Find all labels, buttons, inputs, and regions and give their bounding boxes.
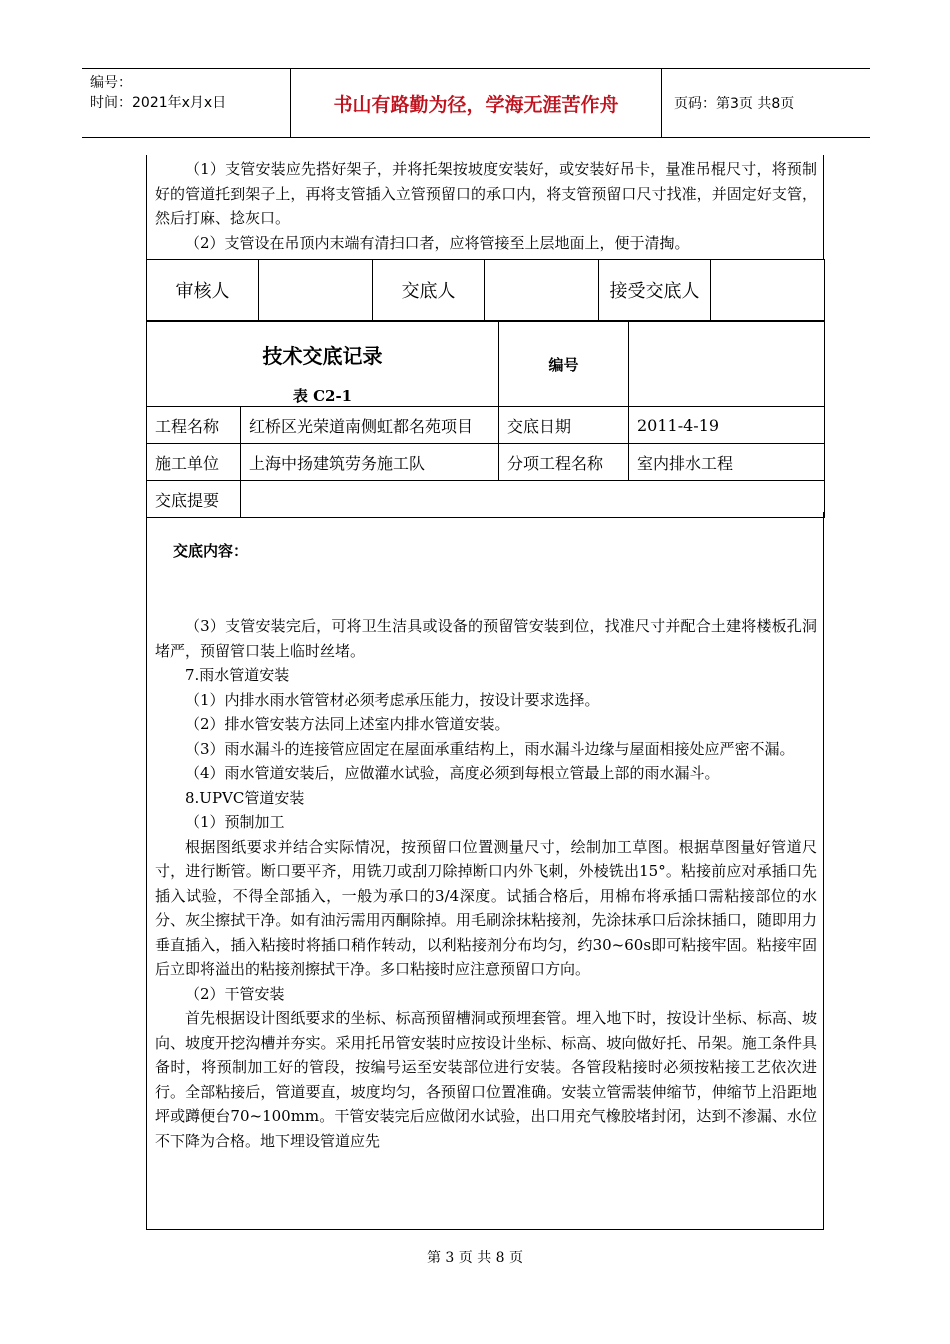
header-time-label: 时间：2021年x月x日 [90, 95, 227, 111]
reviewer-value [259, 260, 373, 321]
content-label: 交底内容： [173, 542, 249, 560]
content-paragraph: 根据图纸要求并结合实际情况，按预留口位置测量尺寸，绘制加工草图。根据草图量好管道尺寸，进行断管。断口要平齐，用铣刀或刮刀除掉断口内外飞刺，外棱铣出15°。粘接前应对承插口先插入试验，不得全部插入，一般为承口的3/4深度。试插合格后，用棉布将承插口需粘接部位的水分、灰尘擦拭干净。如有油污需用丙酮除掉。用毛刷涂抹粘接剂，先涂抹承口后涂抹插口，随即用力垂直插入，插入粘接时将插口稍作转动，以利粘接剂分布均匀，约30~60s即可粘接牢固。粘接牢固后立即将溢出的粘接剂擦拭干净。多口粘接时应注意预留口方向。 [155, 837, 817, 978]
header-slogan: 书山有路勤为径，学海无涯苦作舟 [290, 69, 662, 137]
content-paragraph: （3）雨水漏斗的连接管应固定在屋面承重结构上，雨水漏斗边缘与屋面相接处应严密不漏。 [185, 739, 795, 758]
subproject-value: 室内排水工程 [629, 444, 825, 481]
page-footer: 第 3 页 共 8 页 [426, 1250, 524, 1266]
project-name-value: 红桥区光荣道南侧虹都名苑项目 [241, 407, 499, 444]
contractor-label: 施工单位 [147, 444, 241, 481]
date-value: 2011-4-19 [629, 407, 825, 444]
contractor-value: 上海中扬建筑劳务施工队 [241, 444, 499, 481]
header-page-info: 页码：第3页 共8页 [674, 96, 795, 112]
receiver-value [711, 260, 825, 321]
content-subheading: （1）预制加工 [185, 813, 285, 831]
content-body [155, 614, 817, 1153]
subproject-label: 分项工程名称 [499, 444, 629, 481]
content-block [146, 512, 824, 1230]
discloser-value [485, 260, 599, 321]
header-number-label: 编号： [90, 75, 132, 91]
top-text-block [146, 155, 824, 259]
page-header [82, 68, 870, 138]
content-paragraph: （1）内排水雨水管管材必须考虑承压能力，按设计要求选择。 [185, 690, 600, 709]
content-paragraph: 首先根据设计图纸要求的坐标、标高预留槽洞或预埋套管。埋入地下时，按设计坐标、标高、坡向、坡度开挖沟槽并夯实。采用托吊管安装时应按设计坐标、标高、坡向做好托、吊架。施工条件具备时，将预制加工好的管段，按编号运至安装部位进行安装。各管段粘接时必须按粘接工艺依次进行。全部粘接后，管道要直，坡度均匀，各预留口位置准确。安装立管需装伸缩节，伸缩节上沿距地坪或蹲便台70~100mm。干管安装完后应做闭水试验，出口用充气橡胶堵封闭，达到不渗漏、水位不下降为合格。地下埋设管道应先 [155, 1009, 817, 1150]
summary-label: 交底提要 [147, 481, 241, 518]
record-title: 技术交底记录 [262, 344, 383, 368]
record-number-label: 编号 [499, 322, 629, 407]
project-name-label: 工程名称 [147, 407, 241, 444]
receiver-label: 接受交底人 [599, 260, 711, 321]
record-title-cell [147, 322, 499, 407]
reviewer-label: 审核人 [147, 260, 259, 321]
top-paragraph-2: （2）支管设在吊顶内末端有清扫口者，应将管接至上层地面上，便于清掏。 [185, 233, 690, 252]
content-subheading: （2）干管安装 [185, 984, 285, 1003]
record-number-value [629, 322, 825, 407]
content-paragraph: （2）排水管安装方法同上述室内排水管道安装。 [185, 715, 510, 733]
content-heading: 7.雨水管道安装 [185, 666, 290, 684]
record-table [146, 321, 825, 518]
discloser-label: 交底人 [373, 260, 485, 321]
header-meta [82, 69, 290, 137]
signature-table [146, 259, 825, 321]
record-form-no: 表 C2-1 [292, 387, 353, 405]
top-paragraph-1: （1）支管安装应先搭好架子，并将托架按坡度安装好，或安装好吊卡，量准吊棍尺寸，将预制好的管道托到架子上，再将支管插入立管预留口的承口内，将支管预留口尺寸找准，并固定好支管，然后打麻、捻灰口。 [155, 160, 817, 227]
date-label: 交底日期 [499, 407, 629, 444]
content-heading: 8.UPVC管道安装 [185, 788, 305, 807]
content-paragraph: （3）支管安装完后，可将卫生洁具或设备的预留管安装到位，找准尺寸并配合土建将楼板孔洞堵严，预留管口装上临时丝堵。 [155, 617, 817, 660]
content-paragraph: （4）雨水管道安装后，应做灌水试验，高度必须到每根立管最上部的雨水漏斗。 [185, 764, 720, 782]
